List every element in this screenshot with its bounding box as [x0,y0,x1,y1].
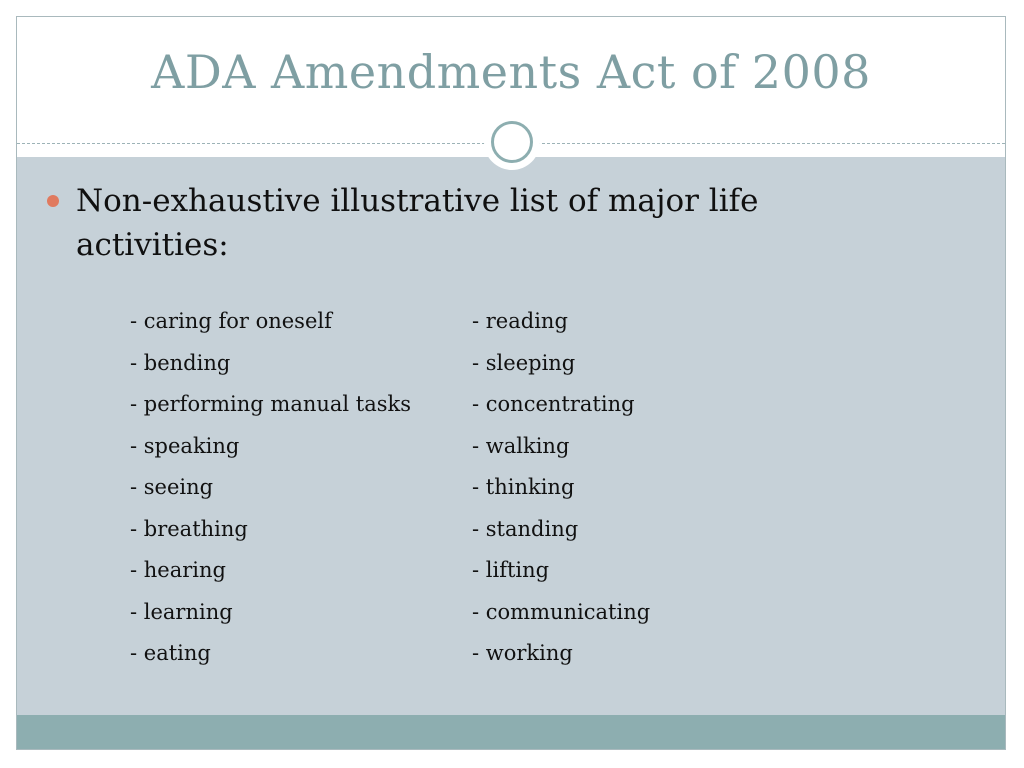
list-item: - walking [472,433,570,458]
list-item: - performing manual tasks [130,392,412,416]
activities-left-column [130,305,460,679]
list-item: - caring for oneself [130,309,332,333]
list-item: - speaking [130,433,240,458]
list-item: - learning [130,599,233,624]
list-item: - lifting [472,558,550,582]
list-item: - seeing [130,475,214,499]
list-item: - breathing [130,516,248,541]
circle-ornament-icon [484,114,540,170]
list-item: - working [472,641,573,665]
list-item: - hearing [130,558,226,582]
list-item: - thinking [472,475,575,499]
activities-right-column [472,305,802,679]
bullet-dot-icon [47,195,59,207]
list-item: - standing [472,516,579,541]
list-item: - sleeping [472,350,576,375]
list-item: - communicating [472,599,651,624]
bullet-text: Non-exhaustive illustrative list of major life activities: [76,183,759,263]
footer-bar [17,715,1005,749]
list-item: - reading [472,309,568,333]
list-item: - eating [130,641,211,665]
slide-title: ADA Amendments Act of 2008 [151,45,871,99]
list-item: - concentrating [472,392,635,416]
ornament-ring [491,121,533,163]
list-item: - bending [130,350,231,375]
slide [16,16,1006,750]
